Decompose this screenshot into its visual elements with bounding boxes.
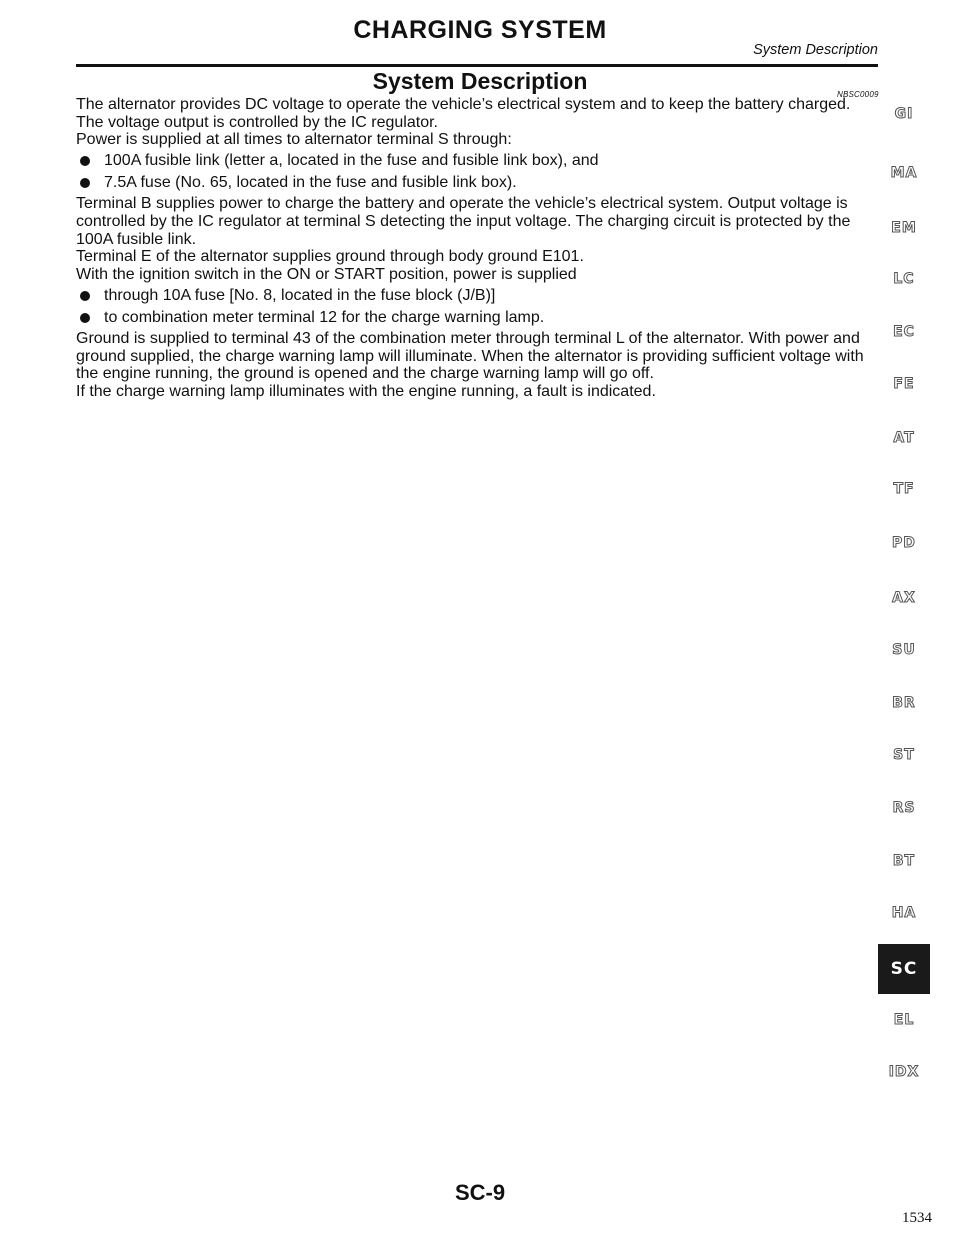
tab-idx[interactable]: IDX bbox=[888, 1064, 920, 1080]
tab-st[interactable]: ST bbox=[893, 747, 915, 763]
list-item-text: through 10A fuse [No. 8, located in the fuse block (J/B)] bbox=[104, 286, 496, 304]
reference-code: NBSC0009 bbox=[837, 90, 879, 99]
bullet-icon bbox=[80, 291, 90, 301]
header-title: CHARGING SYSTEM bbox=[353, 16, 607, 44]
list-item-text: to combination meter terminal 12 for the charge warning lamp. bbox=[104, 308, 545, 326]
list-item bbox=[76, 287, 880, 305]
tab-fe[interactable]: FE bbox=[893, 376, 915, 392]
sheet-number: 1534 bbox=[902, 1210, 932, 1226]
body-text bbox=[76, 96, 880, 401]
paragraph: Terminal B supplies power to charge the battery and operate the vehicle’s electrical system. Output voltage is controlled by the IC regulator at terminal S detecting the input voltage. The charging circuit is protected by the 100A fusible link. bbox=[76, 195, 851, 248]
tab-lc[interactable]: LC bbox=[893, 271, 915, 287]
tab-pd[interactable]: PD bbox=[892, 535, 916, 551]
tab-em[interactable]: EM bbox=[891, 220, 917, 236]
list-item-text: 100A fusible link (letter a, located in the fuse and fusible link box), and bbox=[104, 152, 599, 170]
paragraph: If the charge warning lamp illuminates with the engine running, a fault is indicated. bbox=[76, 382, 656, 400]
tab-bt[interactable]: BT bbox=[892, 853, 916, 869]
tab-ax[interactable]: AX bbox=[892, 590, 916, 606]
paragraph: Ground is supplied to terminal 43 of the combination meter through terminal L of the alternator. With power and ground supplied, the charge warning lamp will illuminate. When the alternator is providing sufficient voltage with the engine running, the ground is opened and the charge warning lamp will go off. bbox=[76, 330, 864, 383]
bullet-icon bbox=[80, 178, 90, 188]
tab-ma[interactable]: MA bbox=[890, 165, 918, 181]
paragraph: The alternator provides DC voltage to operate the vehicle’s electrical system and to keep the battery charged. The voltage output is controlled by the IC regulator. bbox=[76, 96, 851, 131]
section-index-sidebar bbox=[878, 0, 930, 1242]
bullet-icon bbox=[80, 313, 90, 323]
tab-su[interactable]: SU bbox=[892, 642, 916, 658]
tab-at[interactable]: AT bbox=[893, 430, 915, 446]
section-title: System Description bbox=[372, 68, 588, 94]
tab-ec[interactable]: EC bbox=[893, 324, 915, 340]
tab-gi[interactable]: GI bbox=[894, 106, 914, 122]
page-number: SC-9 bbox=[454, 1180, 506, 1205]
tab-el[interactable]: EL bbox=[893, 1012, 915, 1028]
paragraph: With the ignition switch in the ON or START position, power is supplied bbox=[76, 265, 577, 283]
tab-rs[interactable]: RS bbox=[892, 800, 916, 816]
tab-br[interactable]: BR bbox=[892, 695, 916, 711]
list-item bbox=[76, 309, 880, 327]
paragraph: Terminal E of the alternator supplies ground through body ground E101. bbox=[76, 248, 584, 266]
bullet-icon bbox=[80, 156, 90, 166]
tab-sc[interactable]: SC bbox=[878, 944, 930, 994]
tab-tf[interactable]: TF bbox=[893, 481, 915, 497]
list-item bbox=[76, 152, 880, 170]
list-item bbox=[76, 174, 880, 192]
list-item-text: 7.5A fuse (No. 65, located in the fuse and fusible link box). bbox=[104, 173, 517, 191]
header-rule bbox=[76, 64, 878, 67]
header-subtitle: System Description bbox=[753, 42, 878, 58]
paragraph: Power is supplied at all times to alternator terminal S through: bbox=[76, 131, 512, 149]
tab-ha[interactable]: HA bbox=[891, 905, 917, 921]
